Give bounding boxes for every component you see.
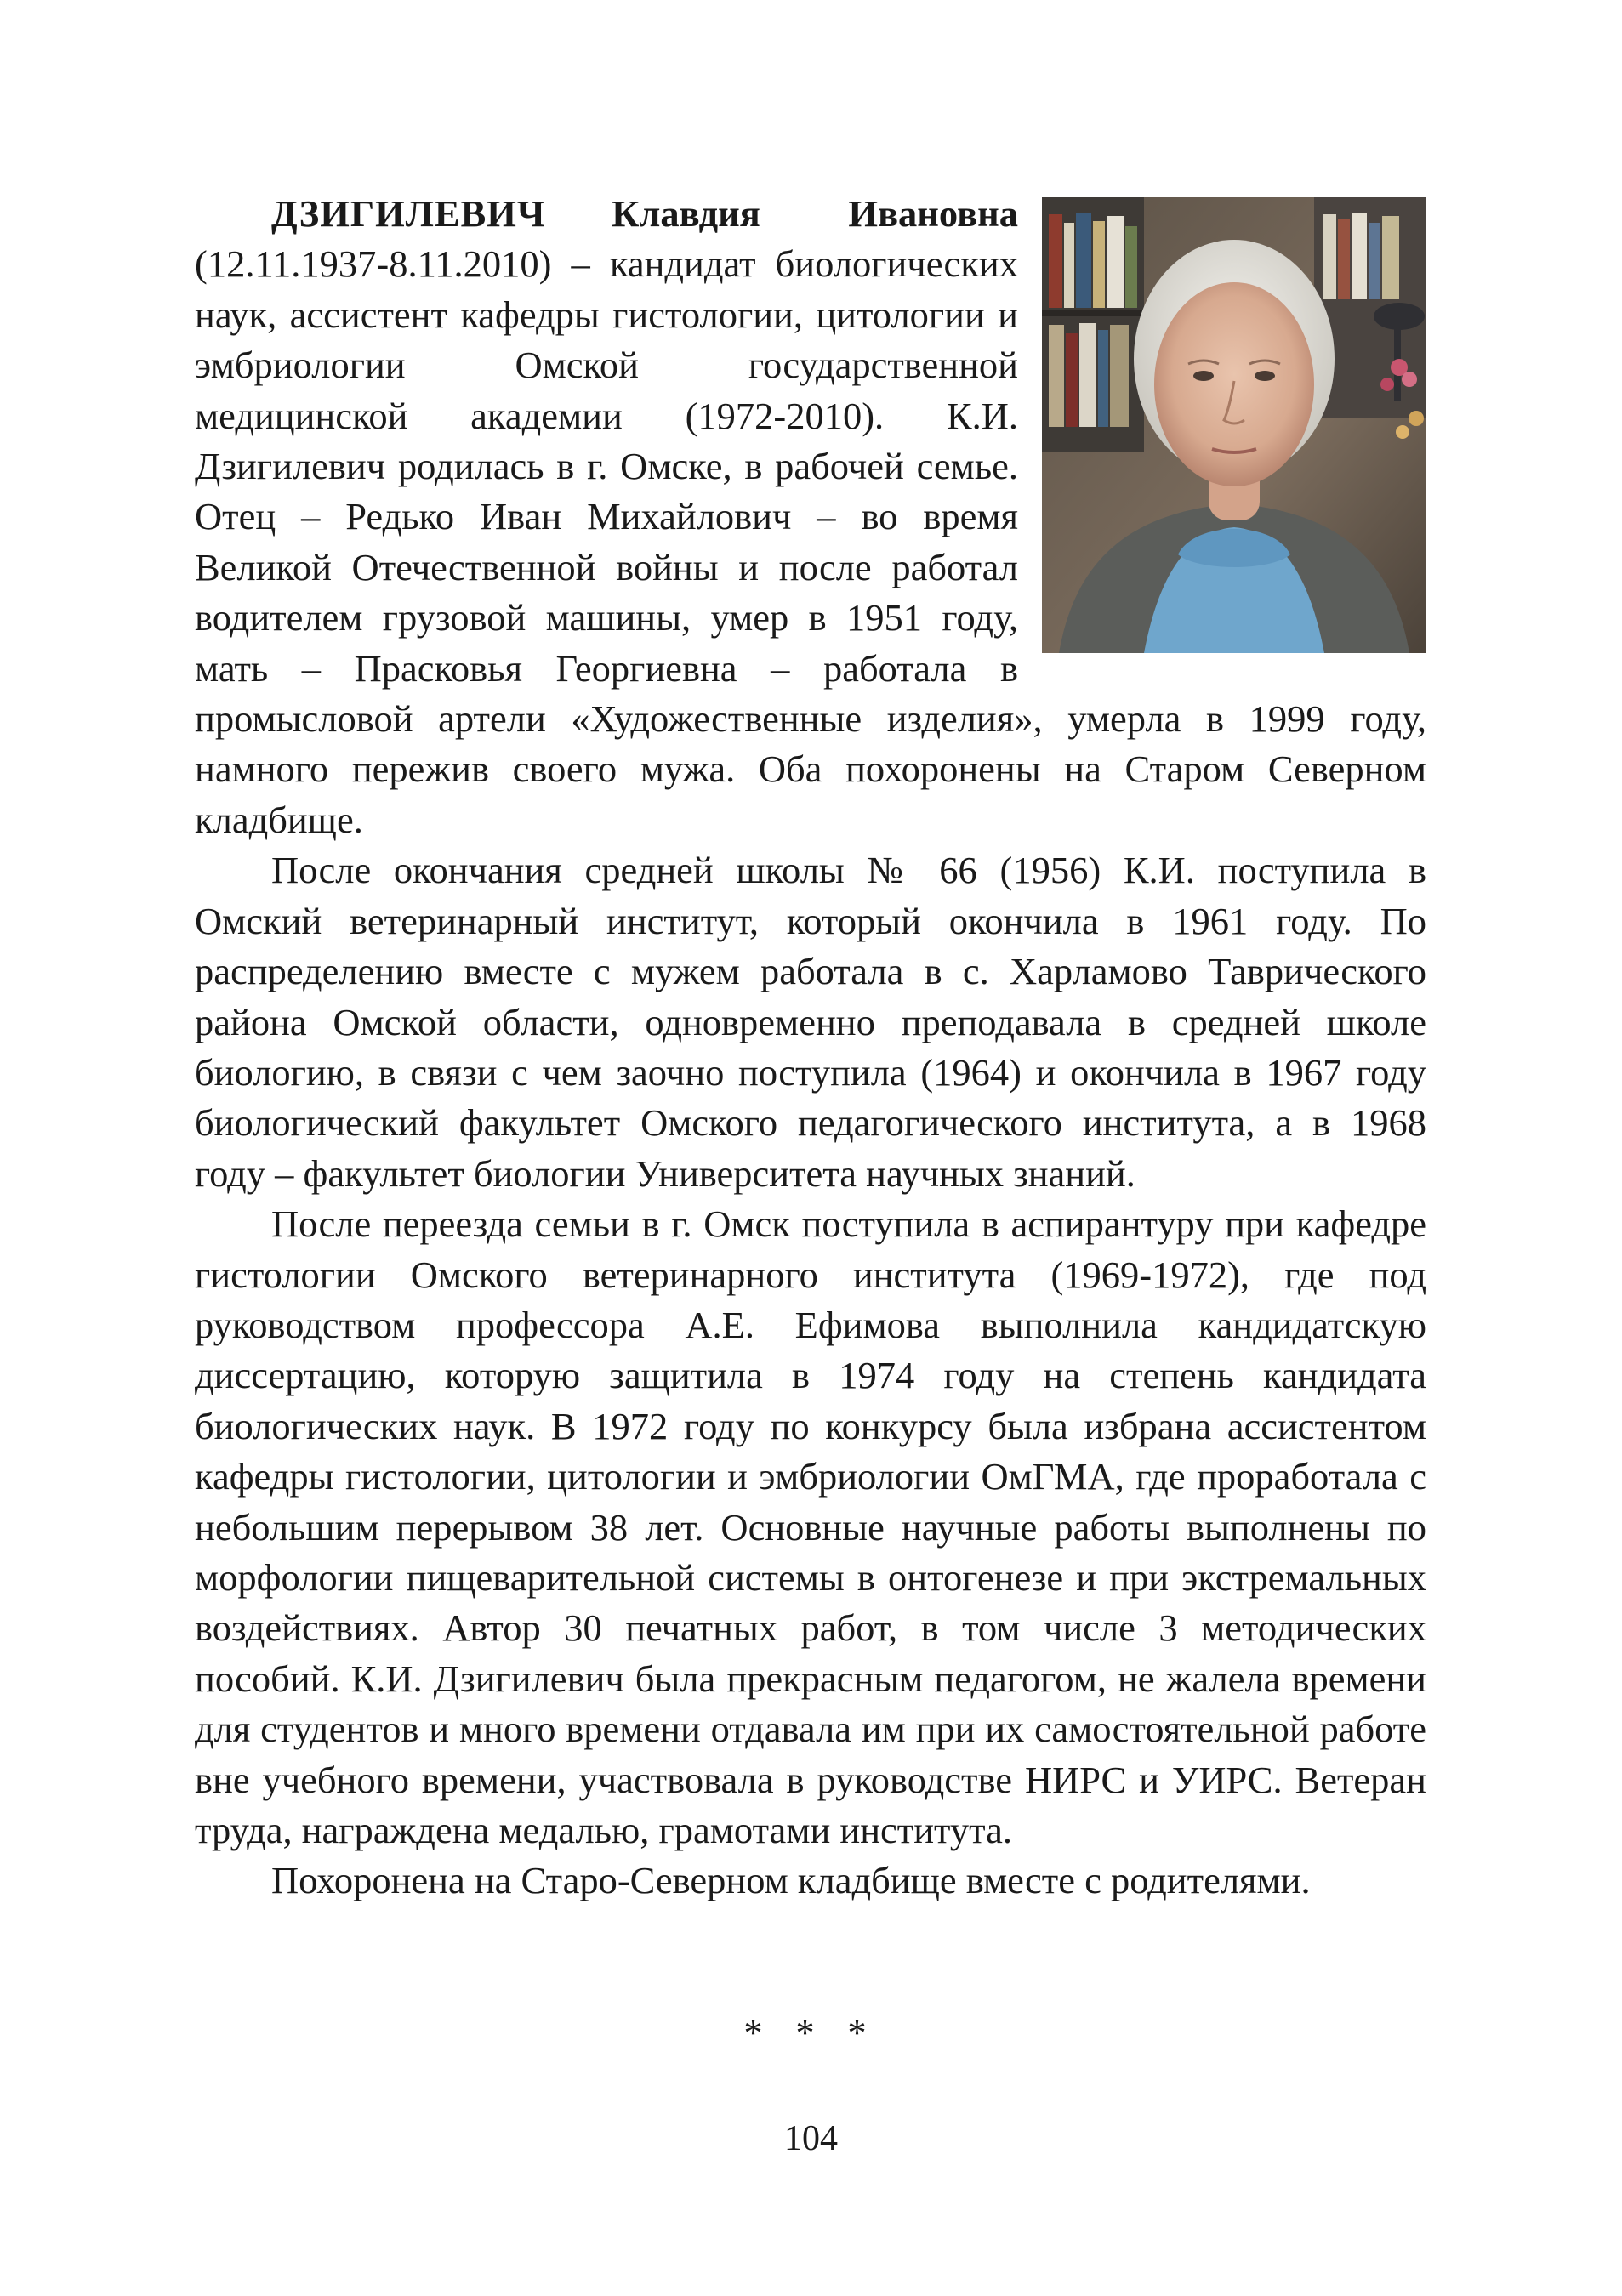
page-content [195,189,1426,1907]
section-separator: * * * [743,2012,879,2054]
biography-paragraph-4: Похоронена на Старо-Северном кладбище вместе с родителями. [271,1859,1311,1902]
paragraph-1-text: (12.11.1937-8.11.2010) – кандидат биологических наук, ассистент кафедры гистологии, цитологии и эмбриологии Омской государственной медицинской академии (1972-2010). К.И. Дзигилевич родилась в г. Омске, в рабочей семье. Отец – Редько Иван Михайлович – во время Великой Отечественной войны и после работал водителем грузовой машины, умер в 1951 году, мать – Прасковья Георгиевна – работала в промысловой артели «Художественные изделия», умерла в 1999 году, намного пережив своего мужа. Оба похоронены на Старом Северном кладбище. [195,242,1426,841]
portrait-illustration [1042,197,1426,653]
person-given-names: Клавдия Ивановна [612,192,1018,235]
person-surname: ДЗИГИЛЕВИЧ [271,192,546,235]
page-number: 104 [784,2119,838,2158]
portrait-photo [1042,197,1426,653]
biography-paragraph-3: После переезда семьи в г. Омск поступила в аспирантуру при кафедре гистологии Омского ветеринарного института (1969-1972), где под руководством профессора А.Е. Ефимова выполнила кандидатскую диссертацию, которую защитила в 1974 году на степень кандидата биологических наук. В 1972 году по конкурсу была избрана ассистентом кафедры гистологии, цитологии и эмбриологии ОмГМА, где проработала с небольшим перерывом 38 лет. Основные научные работы выполнены по морфологии пищеварительной системы в онтогенезе и при экстремальных воздействиях. Автор 30 печатных работ, в том числе 3 методических пособий. К.И. Дзигилевич была прекрасным педагогом, не жалела времени для студентов и много времени отдавала им при их самостоятельной работе вне учебного времени, участвовала в руководстве НИРС и УИРС. Ветеран труда, награждена медалью, грамотами института. [195,1202,1426,1851]
biography-paragraph-2: После окончания средней школы № 66 (1956) К.И. поступила в Омский ветеринарный институт, который окончила в 1961 году. По распределению вместе с мужем работала в с. Харламово Таврического района Омской области, одновременно преподавала в средней школе биологию, в связи с чем заочно поступила (1964) и окончила в 1967 году биологический факультет Омского педагогического института, а в 1968 году – факультет биологии Университета научных знаний. [195,849,1426,1195]
